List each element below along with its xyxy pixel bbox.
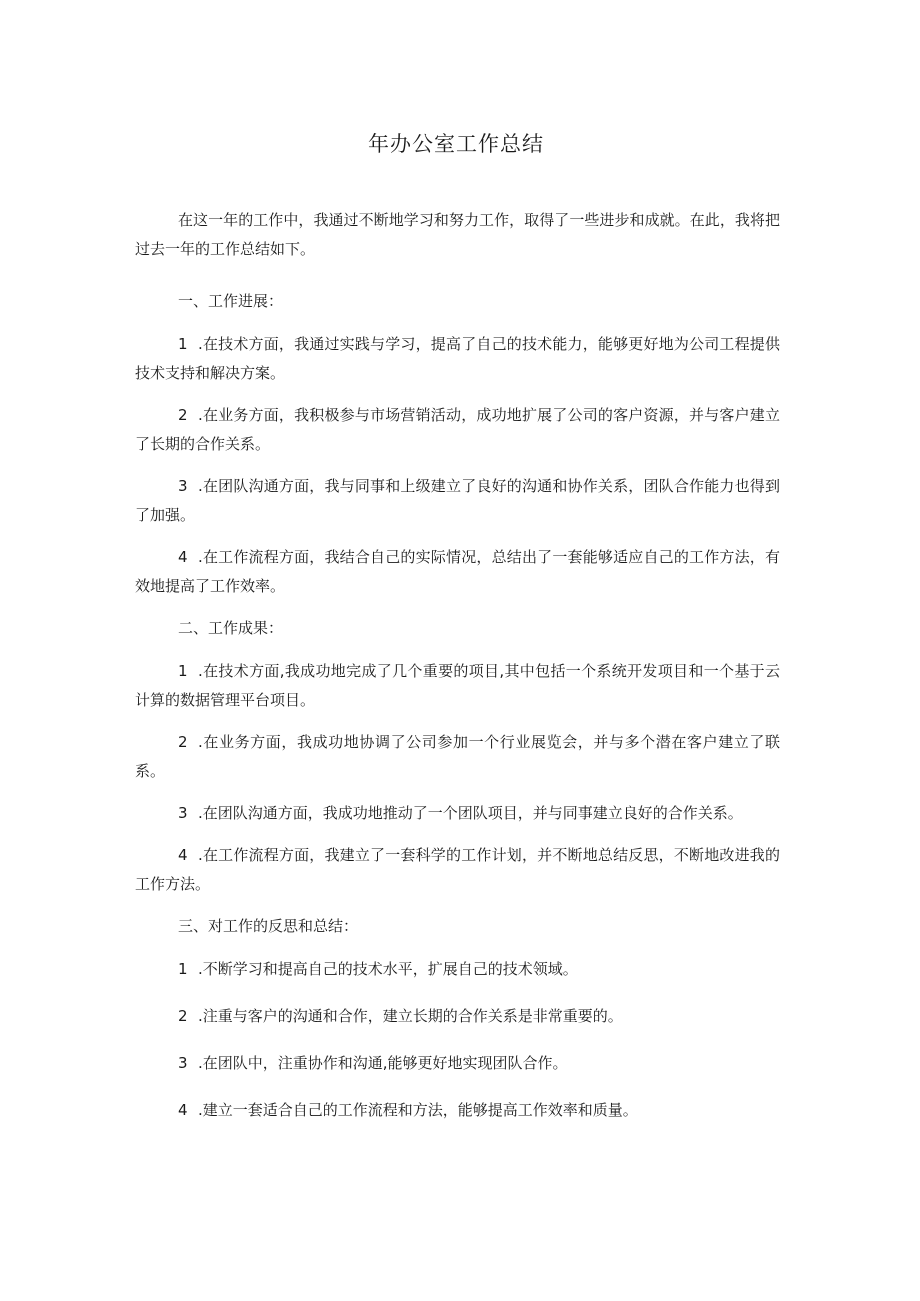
item-number: 4 xyxy=(178,548,188,566)
item-number: 2 xyxy=(178,733,188,751)
list-item xyxy=(135,330,780,388)
item-number: 1 xyxy=(178,662,188,680)
list-item xyxy=(135,543,780,601)
list-item xyxy=(135,841,780,899)
item-number: 4 xyxy=(178,846,188,864)
item-number: 1 xyxy=(178,960,188,978)
item-text: .在技术方面，我通过实践与学习，提高了自己的技术能力，能够更好地为公司工程提供技术支持和解决方案。 xyxy=(135,335,780,382)
item-text: .不断学习和提高自己的技术水平，扩展自己的技术领域。 xyxy=(198,960,578,978)
section-heading: 二、工作成果： xyxy=(178,619,284,637)
intro-paragraph: 在这一年的工作中，我通过不断地学习和努力工作，取得了一些进步和成就。在此，我将把过去一年的工作总结如下。 xyxy=(135,211,780,258)
item-text: .在团队中，注重协作和沟通,能够更好地实现团队合作。 xyxy=(198,1054,568,1072)
item-text: .在团队沟通方面，我成功地推动了一个团队项目，并与同事建立良好的合作关系。 xyxy=(198,804,743,822)
list-item xyxy=(135,1049,780,1078)
list-item xyxy=(135,1002,780,1031)
item-text: .注重与客户的沟通和合作，建立长期的合作关系是非常重要的。 xyxy=(198,1007,623,1025)
item-text: .在团队沟通方面，我与同事和上级建立了良好的沟通和协作关系，团队合作能力也得到了加强。 xyxy=(135,477,780,524)
list-item xyxy=(135,401,780,459)
list-item xyxy=(135,472,780,530)
item-number: 1 xyxy=(178,335,188,353)
item-text: .建立一套适合自己的工作流程和方法，能够提高工作效率和质量。 xyxy=(198,1101,638,1119)
list-item xyxy=(135,728,780,786)
item-number: 2 xyxy=(178,1007,188,1025)
section-progress xyxy=(135,287,780,601)
item-number: 3 xyxy=(178,1054,188,1072)
item-text: .在工作流程方面，我结合自己的实际情况，总结出了一套能够适应自己的工作方法，有效地提高了工作效率。 xyxy=(135,548,780,595)
list-item xyxy=(135,799,780,828)
document-body xyxy=(135,206,780,1143)
section-results xyxy=(135,614,780,899)
item-text: .在业务方面，我成功地协调了公司参加一个行业展览会，并与多个潜在客户建立了联系。 xyxy=(135,733,780,780)
section-reflection xyxy=(135,912,780,1125)
list-item xyxy=(135,1096,780,1125)
section-heading: 三、对工作的反思和总结： xyxy=(178,917,359,935)
item-text: .在工作流程方面，我建立了一套科学的工作计划，并不断地总结反思，不断地改进我的工作方法。 xyxy=(135,846,780,893)
item-number: 3 xyxy=(178,477,188,495)
item-number: 3 xyxy=(178,804,188,822)
section-heading: 一、工作进展： xyxy=(178,292,284,310)
item-number: 4 xyxy=(178,1101,188,1119)
document-title: 年办公室工作总结 xyxy=(368,132,544,156)
list-item xyxy=(135,955,780,984)
item-text: .在业务方面，我积极参与市场营销活动，成功地扩展了公司的客户资源，并与客户建立了长期的合作关系。 xyxy=(135,406,780,453)
item-number: 2 xyxy=(178,406,188,424)
item-text: .在技术方面,我成功地完成了几个重要的项目,其中包括一个系统开发项目和一个基于云计算的数据管理平台项目。 xyxy=(135,662,780,709)
list-item xyxy=(135,657,780,715)
